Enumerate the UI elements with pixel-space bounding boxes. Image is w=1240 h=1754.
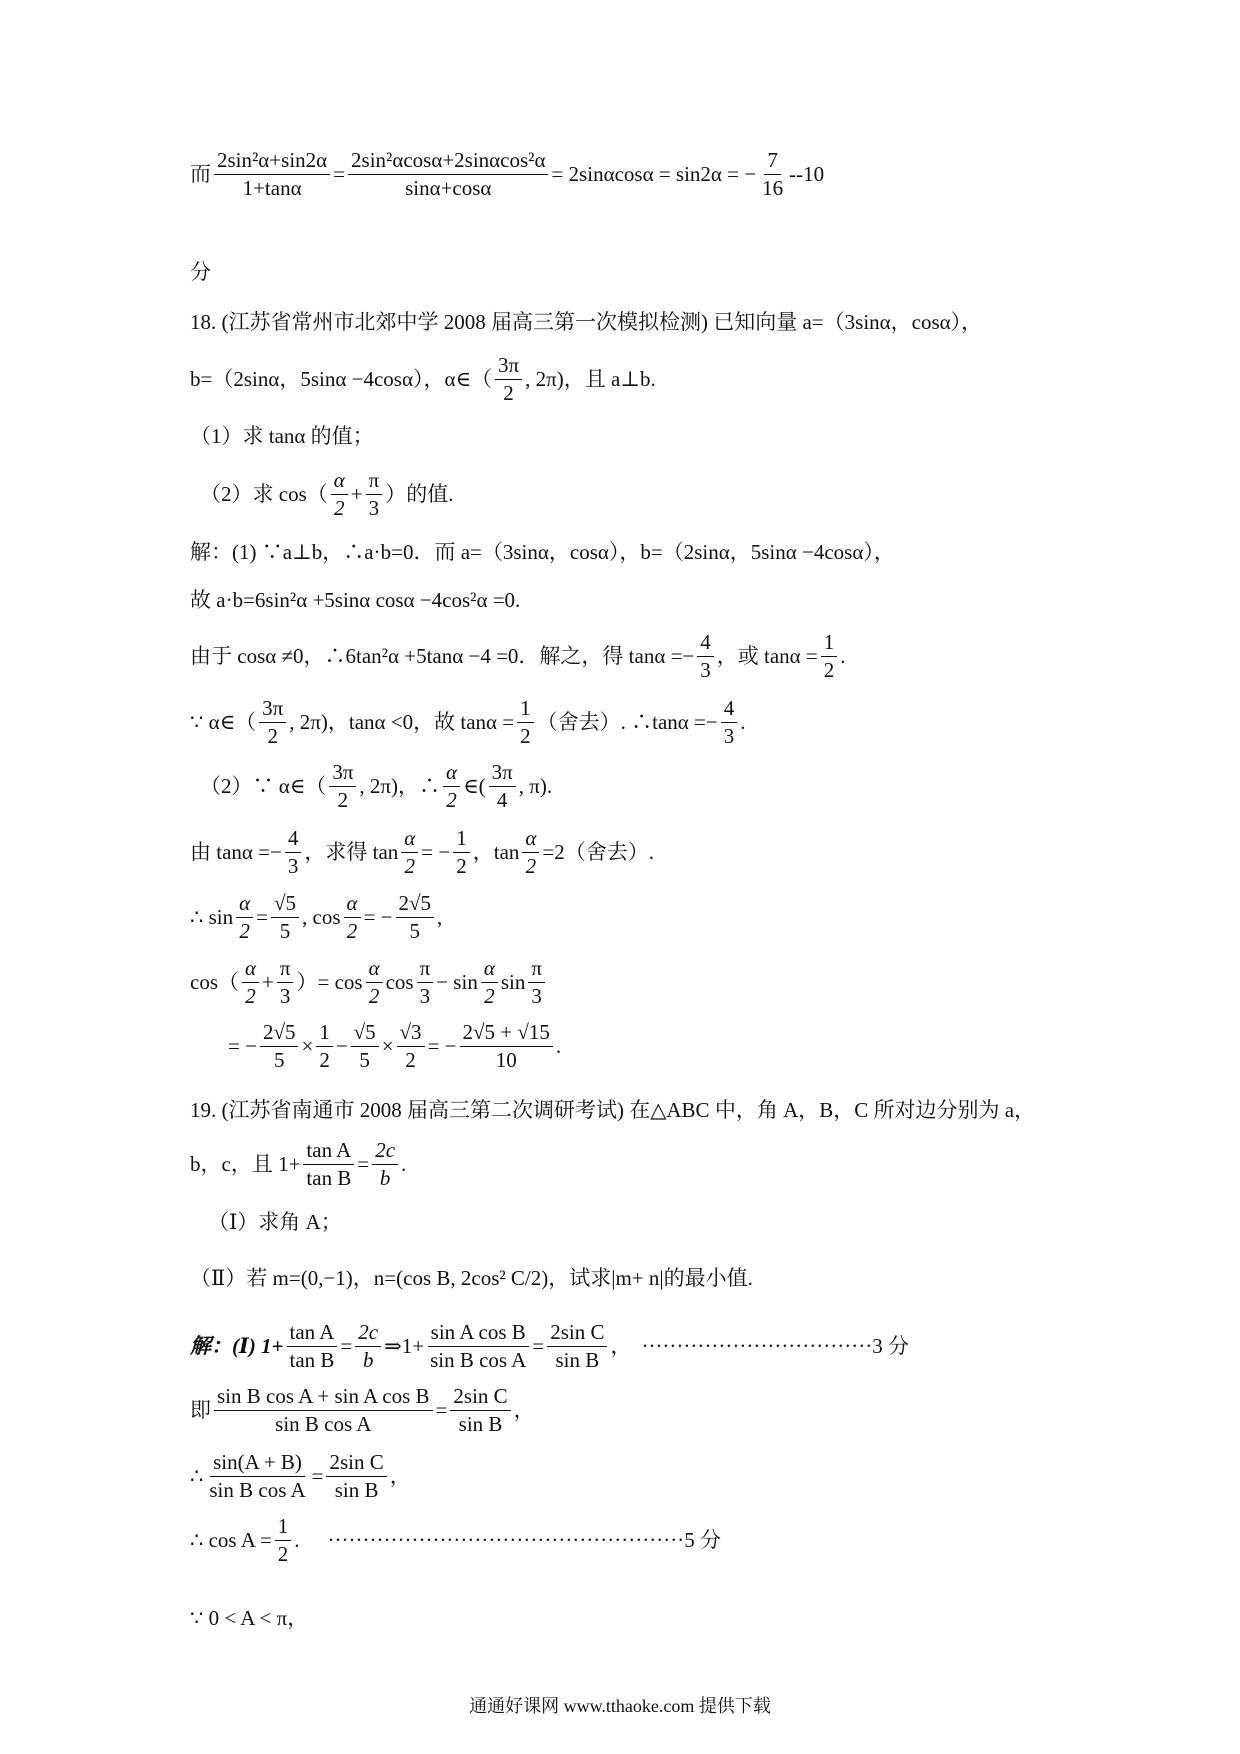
text: = bbox=[340, 1334, 353, 1358]
numerator: 2sin C bbox=[450, 1386, 510, 1411]
numerator: 7 bbox=[764, 150, 781, 175]
numerator: tan A bbox=[287, 1322, 338, 1347]
numerator: 2c bbox=[355, 1322, 381, 1347]
line-18: （Ⅰ）求角 A； bbox=[208, 1210, 342, 1234]
line-2: 分 bbox=[190, 260, 211, 284]
text: ，或 tanα = bbox=[716, 644, 818, 668]
numerator: 2√5 + √15 bbox=[460, 1022, 553, 1047]
text: = bbox=[311, 1464, 324, 1488]
line-20 bbox=[190, 1322, 909, 1371]
fraction bbox=[366, 958, 383, 1007]
text: = − bbox=[427, 1034, 457, 1058]
denominator: sin B cos A bbox=[430, 1348, 527, 1372]
line-15 bbox=[228, 1022, 561, 1071]
line-19: （Ⅱ）若 m=(0,−1)，n=(cos B, 2cos² C/2)，试求|m+ n|的最小值. bbox=[190, 1266, 753, 1290]
fraction bbox=[396, 893, 435, 942]
denominator: 2 bbox=[484, 984, 495, 1008]
text: （2）求 cos（ bbox=[200, 482, 328, 506]
numerator: α bbox=[366, 958, 383, 983]
text: （舍去）. ∴tanα =− bbox=[536, 710, 718, 734]
denominator: 3 bbox=[279, 984, 291, 1008]
text: 由 tanα =− bbox=[190, 840, 282, 864]
text: , bbox=[437, 905, 443, 929]
text: , π). bbox=[518, 774, 553, 798]
denominator: 2 bbox=[503, 381, 514, 405]
numerator: α bbox=[522, 828, 539, 853]
denominator: 5 bbox=[273, 1048, 285, 1072]
text: 由于 cosα ≠0，∴6tan²α +5tanα −4 =0．解之，得 tanα =− bbox=[190, 644, 695, 668]
numerator: √3 bbox=[397, 1022, 425, 1047]
line-6 bbox=[200, 470, 453, 519]
numerator: α bbox=[236, 893, 253, 918]
text: ∵ α∈（ bbox=[190, 710, 257, 734]
denominator: sin B cos A bbox=[209, 1478, 306, 1502]
numerator: tan A bbox=[303, 1140, 354, 1165]
text: 而 bbox=[190, 162, 211, 186]
denominator: sin B bbox=[334, 1478, 379, 1502]
line-17 bbox=[190, 1140, 406, 1189]
denominator: 5 bbox=[409, 919, 421, 943]
fraction bbox=[206, 1452, 308, 1501]
numerator: 2c bbox=[372, 1140, 398, 1165]
fraction bbox=[697, 632, 714, 681]
fraction bbox=[397, 1022, 425, 1071]
line-10 bbox=[190, 698, 746, 747]
line-16: 19. (江苏省南通市 2008 届高三第二次调研考试) 在△ABC 中，角 A，B，C 所对边分别为 a， bbox=[190, 1098, 1036, 1122]
numerator: 2sin C bbox=[326, 1452, 386, 1477]
text: ∴ bbox=[190, 1464, 204, 1488]
text: ∈( bbox=[463, 774, 486, 798]
numerator: 2sin C bbox=[547, 1322, 607, 1347]
denominator: 3 bbox=[419, 984, 431, 1008]
text: = bbox=[357, 1152, 370, 1176]
text: ， bbox=[513, 1398, 535, 1422]
numerator: 4 bbox=[721, 698, 738, 723]
fraction bbox=[260, 1022, 299, 1071]
line-3: 18. (江苏省常州市北郊中学 2008 届高三第一次模拟检测) 已知向量 a=（3sinα，cosα）， bbox=[190, 310, 983, 334]
line-8: 故 a·b=6sin²α +5sinα cosα −4cos²α =0. bbox=[190, 588, 521, 612]
numerator: π bbox=[366, 470, 383, 495]
line-24: ∵ 0 < A < π， bbox=[190, 1606, 309, 1630]
text: ，tan bbox=[472, 840, 520, 864]
fraction bbox=[316, 1022, 333, 1071]
fraction bbox=[242, 958, 259, 1007]
text: = bbox=[333, 162, 346, 186]
fraction bbox=[326, 1452, 386, 1501]
fraction bbox=[344, 893, 361, 942]
line-13 bbox=[190, 893, 442, 942]
line-12 bbox=[190, 828, 654, 877]
line-22 bbox=[190, 1452, 411, 1501]
fraction bbox=[517, 698, 534, 747]
numerator: √5 bbox=[271, 893, 299, 918]
denominator: b bbox=[379, 1166, 391, 1190]
text: = 2sinαcosα = sin2α = − bbox=[551, 162, 757, 186]
text: = − bbox=[421, 840, 451, 864]
fraction bbox=[417, 958, 434, 1007]
numerator: 2√5 bbox=[260, 1022, 299, 1047]
denominator: tan B bbox=[289, 1348, 335, 1372]
numerator: 1 bbox=[453, 828, 470, 853]
denominator: 2 bbox=[337, 788, 349, 812]
text: , cos bbox=[302, 905, 341, 929]
text: --10 bbox=[789, 162, 825, 186]
numerator: α bbox=[401, 828, 418, 853]
text: . bbox=[401, 1152, 407, 1176]
fraction bbox=[351, 1022, 379, 1071]
fraction bbox=[522, 828, 539, 877]
denominator: 2 bbox=[239, 919, 250, 943]
text: ⇒1+ bbox=[384, 1334, 425, 1358]
numerator: sin A cos B bbox=[428, 1322, 529, 1347]
numerator: 4 bbox=[285, 828, 302, 853]
line-5: （1）求 tanα 的值； bbox=[190, 424, 374, 448]
line-14 bbox=[190, 958, 548, 1007]
numerator: 2sin²α+sin2α bbox=[214, 150, 330, 175]
fraction bbox=[372, 1140, 398, 1189]
denominator: 2 bbox=[456, 854, 467, 878]
text: . bbox=[294, 1528, 300, 1552]
text: sin bbox=[500, 970, 526, 994]
fraction bbox=[453, 828, 470, 877]
fraction bbox=[528, 958, 545, 1007]
text: ， bbox=[610, 1334, 632, 1358]
numerator: 4 bbox=[697, 632, 714, 657]
numerator: 3π bbox=[495, 355, 522, 380]
text: − bbox=[335, 1034, 348, 1058]
numerator: π bbox=[277, 958, 294, 983]
text: × bbox=[301, 1034, 314, 1058]
denominator: sin B cos A bbox=[275, 1412, 372, 1436]
fraction bbox=[366, 470, 383, 519]
text: （2）∵ α∈（ bbox=[200, 774, 327, 798]
numerator: 1 bbox=[316, 1022, 333, 1047]
text: × bbox=[381, 1034, 394, 1058]
fraction bbox=[450, 1386, 510, 1435]
text: = − bbox=[228, 1034, 257, 1058]
text: . bbox=[555, 1034, 562, 1058]
denominator: 2 bbox=[525, 854, 537, 878]
fraction bbox=[214, 150, 330, 199]
fraction bbox=[348, 150, 548, 199]
numerator: 3π bbox=[329, 762, 356, 787]
numerator: α bbox=[242, 958, 259, 983]
numerator: sin(A + B) bbox=[210, 1452, 305, 1477]
text: ，求得 tan bbox=[304, 840, 399, 864]
text: 解：(Ⅰ) 1+ bbox=[190, 1334, 284, 1358]
numerator: π bbox=[417, 958, 434, 983]
text: . bbox=[740, 710, 746, 734]
page-footer: 通通好课网 www.tthaoke.com 提供下载 bbox=[469, 1696, 771, 1716]
line-23 bbox=[190, 1516, 721, 1565]
fraction bbox=[401, 828, 418, 877]
denominator: 3 bbox=[723, 724, 735, 748]
denominator: tan B bbox=[306, 1166, 352, 1190]
numerator: 3π bbox=[489, 762, 516, 787]
denominator: 3 bbox=[287, 854, 299, 878]
text: =2（舍去）. bbox=[542, 840, 655, 864]
fraction bbox=[275, 1516, 292, 1565]
denominator: 2 bbox=[405, 1048, 416, 1072]
text: ）的值. bbox=[385, 482, 454, 506]
numerator: α bbox=[344, 893, 361, 918]
numerator: √5 bbox=[351, 1022, 379, 1047]
numerator: 1 bbox=[821, 632, 838, 657]
fraction bbox=[259, 698, 286, 747]
text: 即 bbox=[190, 1398, 211, 1422]
denominator: 2 bbox=[277, 1542, 289, 1566]
fraction bbox=[277, 958, 294, 1007]
text: , 2π)，且 a⊥b. bbox=[525, 367, 656, 391]
fraction bbox=[443, 762, 460, 811]
denominator: 5 bbox=[279, 919, 291, 943]
line-1 bbox=[190, 150, 824, 199]
text: + bbox=[262, 970, 274, 994]
fraction bbox=[329, 762, 356, 811]
fraction bbox=[821, 632, 838, 681]
fraction bbox=[489, 762, 516, 811]
numerator: α bbox=[443, 762, 460, 787]
numerator: α bbox=[331, 470, 348, 495]
fraction bbox=[427, 1322, 529, 1371]
denominator: 2 bbox=[334, 496, 345, 520]
text: ， bbox=[389, 1464, 411, 1488]
text: ∴ cos A = bbox=[190, 1528, 272, 1552]
text: , 2π)，∴ bbox=[359, 774, 441, 798]
denominator: 5 bbox=[359, 1048, 370, 1072]
text: b，c，且 1+ bbox=[190, 1152, 301, 1176]
score-note: ···················································5 分 bbox=[327, 1528, 721, 1552]
denominator: sin B bbox=[458, 1412, 503, 1436]
fraction bbox=[481, 958, 498, 1007]
fraction bbox=[271, 893, 299, 942]
denominator: sin B bbox=[555, 1348, 600, 1372]
denominator: 10 bbox=[495, 1048, 517, 1072]
denominator: 2 bbox=[520, 724, 531, 748]
denominator: 2 bbox=[368, 984, 380, 1008]
score-note: ·································3 分 bbox=[641, 1334, 909, 1358]
text: ）= cos bbox=[296, 970, 363, 994]
denominator: b bbox=[362, 1348, 374, 1372]
denominator: 2 bbox=[404, 854, 416, 878]
denominator: 2 bbox=[823, 658, 835, 682]
denominator: 2 bbox=[319, 1048, 330, 1072]
denominator: 3 bbox=[531, 984, 542, 1008]
denominator: 2 bbox=[446, 788, 457, 812]
fraction bbox=[214, 1386, 433, 1435]
fraction bbox=[355, 1322, 381, 1371]
denominator: 4 bbox=[496, 788, 508, 812]
denominator: 16 bbox=[762, 176, 784, 200]
fraction bbox=[287, 1322, 338, 1371]
line-21 bbox=[190, 1386, 535, 1435]
fraction bbox=[721, 698, 738, 747]
line-7: 解：(1) ∵a⊥b，∴a·b=0．而 a=（3sinα，cosα），b=（2sinα，5sinα −4cosα）， bbox=[190, 540, 895, 564]
denominator: sinα+cosα bbox=[405, 176, 492, 200]
text: − sin bbox=[436, 970, 478, 994]
numerator: 1 bbox=[517, 698, 534, 723]
fraction bbox=[759, 150, 786, 199]
numerator: π bbox=[528, 958, 545, 983]
text: = bbox=[435, 1398, 448, 1422]
fraction bbox=[547, 1322, 607, 1371]
text: + bbox=[350, 482, 363, 506]
text: b=（2sinα，5sinα −4cosα），α∈（ bbox=[190, 367, 492, 391]
numerator: 3π bbox=[259, 698, 286, 723]
numerator: 1 bbox=[275, 1516, 292, 1541]
text: = − bbox=[363, 905, 393, 929]
fraction bbox=[331, 470, 348, 519]
denominator: 2 bbox=[245, 984, 256, 1008]
denominator: 2 bbox=[346, 919, 358, 943]
denominator: 3 bbox=[700, 658, 711, 682]
line-9 bbox=[190, 632, 846, 681]
text: , 2π)，tanα <0，故 tanα = bbox=[289, 710, 515, 734]
line-4 bbox=[190, 355, 656, 404]
text: cos bbox=[385, 970, 414, 994]
fraction bbox=[285, 828, 302, 877]
text: = bbox=[532, 1334, 545, 1358]
numerator: sin B cos A + sin A cos B bbox=[214, 1386, 433, 1411]
text: cos（ bbox=[190, 970, 239, 994]
denominator: 1+tanα bbox=[242, 176, 302, 200]
denominator: 2 bbox=[267, 724, 278, 748]
numerator: 2√5 bbox=[396, 893, 435, 918]
fraction bbox=[303, 1140, 354, 1189]
numerator: α bbox=[481, 958, 498, 983]
text: = bbox=[256, 905, 268, 929]
fraction bbox=[236, 893, 253, 942]
text: . bbox=[840, 644, 846, 668]
line-11 bbox=[200, 762, 552, 811]
fraction bbox=[495, 355, 522, 404]
text: ∴ sin bbox=[190, 905, 234, 929]
fraction bbox=[460, 1022, 553, 1071]
denominator: 3 bbox=[368, 496, 380, 520]
numerator: 2sin²αcosα+2sinαcos²α bbox=[348, 150, 548, 175]
